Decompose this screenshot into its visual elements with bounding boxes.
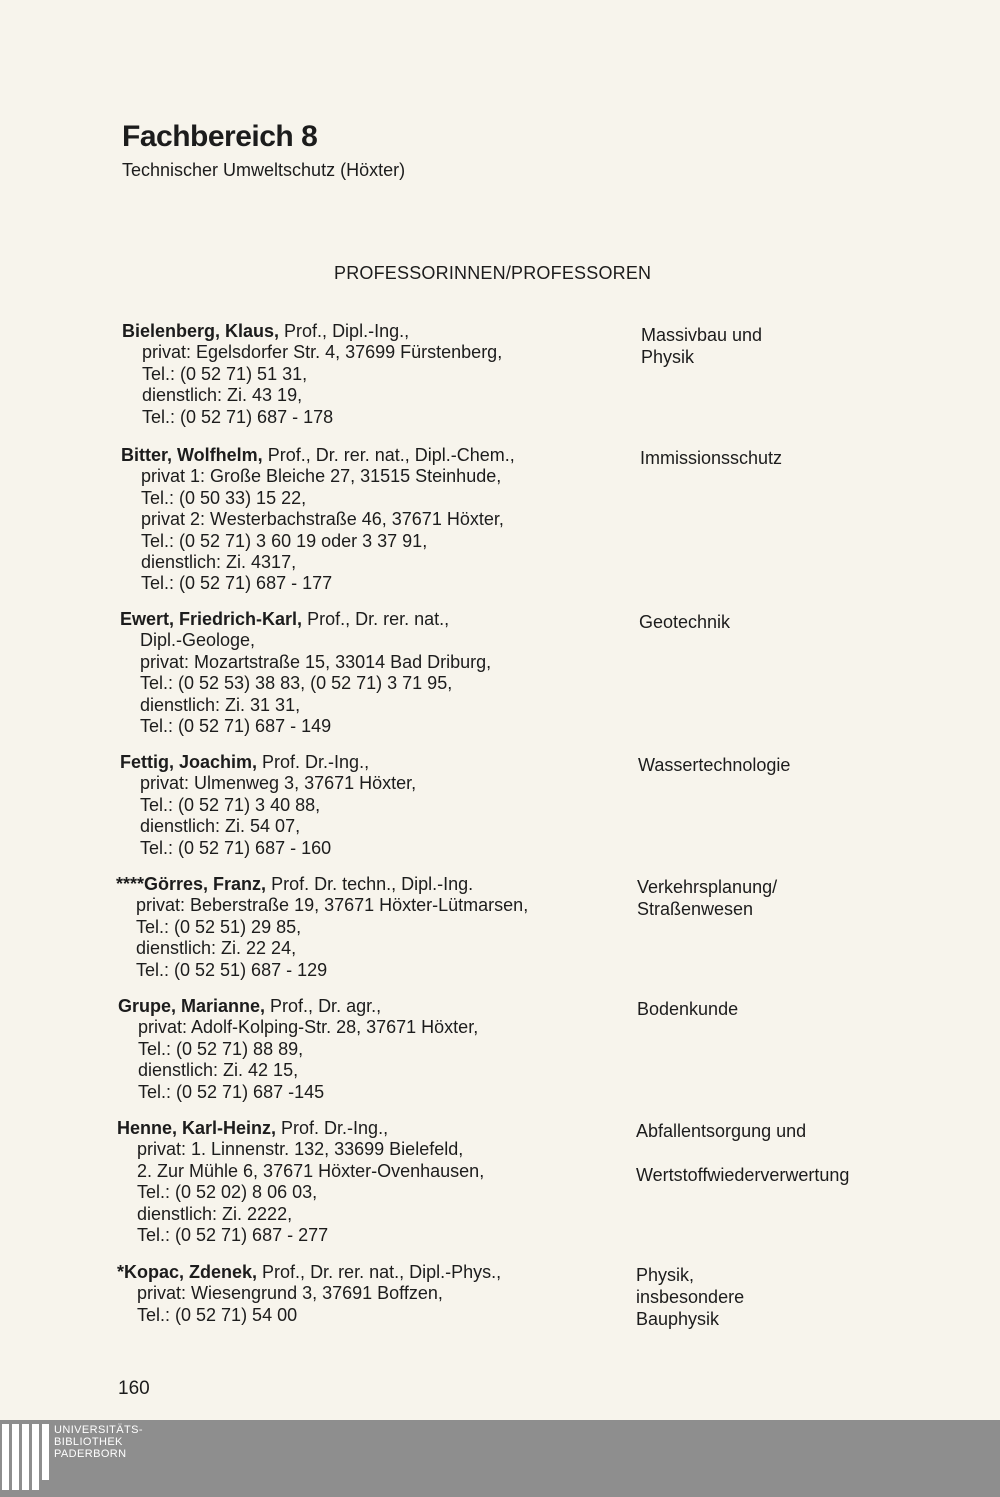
subject-line: Immissionsschutz [640, 448, 783, 468]
section-heading: PROFESSORINNEN/PROFESSOREN [334, 263, 652, 283]
entry-detail-line: Tel.: (0 52 71) 88 89, [138, 1038, 304, 1059]
subject-area [636, 1120, 849, 1186]
entry-detail-line: Tel.: (0 52 71) 687 - 277 [137, 1225, 329, 1246]
entry-detail-line: Tel.: (0 52 71) 3 40 88, [140, 794, 321, 815]
subject-line: Physik, [636, 1265, 695, 1285]
subject-line [636, 1142, 849, 1164]
entry-detail-line: Tel.: (0 52 71) 687 - 160 [140, 837, 332, 858]
entry-name-line [121, 445, 515, 466]
subject-area [636, 1264, 744, 1330]
entry-detail-line: privat 2: Westerbachstraße 46, 37671 Höxter, [141, 509, 504, 530]
professor-name: Henne, Karl-Heinz, [117, 1118, 277, 1138]
entry-details [120, 752, 416, 859]
entry-detail-line: Tel.: (0 52 51) 687 - 129 [136, 959, 328, 980]
subject-line: Physik [641, 347, 695, 367]
page-subtitle: Technischer Umweltschutz (Höxter) [122, 160, 406, 180]
entry-detail-line: dienstlich: Zi. 54 07, [140, 816, 301, 837]
entry-name-line [122, 321, 502, 342]
page-number: 160 [118, 1378, 150, 1399]
entry-detail-line: dienstlich: Zi. 42 15, [138, 1060, 299, 1081]
library-logo-text [54, 1424, 143, 1460]
subject-line: Abfallentsorgung und [636, 1121, 807, 1141]
entry-details [116, 874, 528, 981]
subject-line: Straßenwesen [637, 899, 754, 919]
subject-line: Verkehrsplanung/ [637, 877, 778, 897]
subject-line: Wassertechnologie [638, 755, 791, 775]
entry-detail-line: Tel.: (0 52 71) 687 - 149 [140, 716, 332, 737]
subject-area [641, 324, 762, 368]
subject-line: Bodenkunde [637, 999, 739, 1019]
entry-detail-line: privat: Beberstraße 19, 37671 Höxter-Lütmarsen, [136, 895, 529, 916]
entry-details [121, 445, 515, 595]
professor-title: Prof., Dr. rer. nat., [302, 609, 450, 629]
subject-area [637, 876, 777, 920]
subject-area [637, 998, 738, 1020]
entry-name-line [117, 1118, 484, 1139]
subject-area [638, 754, 790, 776]
entry-name-line [120, 609, 491, 630]
entry-details [122, 321, 502, 428]
entry-detail-line: privat 1: Große Bleiche 27, 31515 Steinhude, [141, 466, 502, 487]
professor-name: ****Görres, Franz, [116, 874, 267, 894]
entry-detail-line: dienstlich: Zi. 22 24, [136, 938, 297, 959]
professor-title: Prof., Dr. agr., [265, 996, 382, 1016]
professor-title: Prof., Dr. rer. nat., Dipl.-Chem., [262, 445, 515, 465]
entry-detail-line: Tel.: (0 52 71) 687 -145 [138, 1081, 325, 1102]
professor-name: Fettig, Joachim, [120, 752, 258, 772]
page-title: Fachbereich 8 [122, 120, 318, 153]
entry-details [117, 1118, 484, 1246]
subject-area [640, 447, 782, 469]
entry-details [117, 1262, 501, 1326]
professor-title: Prof. Dr.-Ing., [257, 752, 370, 772]
entry-detail-line: Tel.: (0 52 53) 38 83, (0 52 71) 3 71 95, [140, 673, 453, 694]
entry-detail-line: dienstlich: Zi. 2222, [137, 1203, 293, 1224]
entry-detail-line: Tel.: (0 52 02) 8 06 03, [137, 1182, 318, 1203]
entry-detail-line: Tel.: (0 52 71) 51 31, [142, 363, 308, 384]
entry-name-line [116, 874, 528, 895]
logo-line: PADERBORN [54, 1448, 127, 1460]
entry-details [118, 996, 478, 1103]
professor-title: Prof. Dr. techn., Dipl.-Ing. [266, 874, 474, 894]
entry-detail-line: Tel.: (0 52 71) 3 60 19 oder 3 37 91, [141, 530, 428, 551]
entry-detail-line: privat: Adolf-Kolping-Str. 28, 37671 Höxter, [138, 1017, 479, 1038]
professor-name: Bielenberg, Klaus, [122, 321, 280, 341]
entry-detail-line: privat: 1. Linnenstr. 132, 33699 Bielefeld, [137, 1139, 464, 1160]
subject-line: insbesondere [636, 1287, 745, 1307]
professor-name: *Kopac, Zdenek, [117, 1262, 258, 1282]
professor-title: Prof., Dr. rer. nat., Dipl.-Phys., [257, 1262, 502, 1282]
professor-title: Prof. Dr.-Ing., [276, 1118, 389, 1138]
entry-detail-line: privat: Egelsdorfer Str. 4, 37699 Fürstenberg, [142, 342, 503, 363]
entry-detail-line: privat: Wiesengrund 3, 37691 Boffzen, [137, 1283, 443, 1304]
subject-line: Geotechnik [639, 612, 731, 632]
entry-detail-line: Tel.: (0 52 71) 687 - 178 [142, 406, 334, 427]
subject-line: Wertstoffwiederverwertung [636, 1165, 850, 1185]
library-footer [0, 1420, 1000, 1497]
professor-name: Grupe, Marianne, [118, 996, 266, 1016]
entry-detail-line: Tel.: (0 52 51) 29 85, [136, 916, 302, 937]
logo-line: UNIVERSITÄTS- [54, 1424, 143, 1436]
entry-detail-line: privat: Ulmenweg 3, 37671 Höxter, [140, 773, 417, 794]
subject-line: Massivbau und [641, 325, 763, 345]
entry-detail-line: Tel.: (0 52 71) 54 00 [137, 1304, 298, 1325]
professor-title: Prof., Dipl.-Ing., [279, 321, 410, 341]
entry-detail-line: Tel.: (0 50 33) 15 22, [141, 487, 307, 508]
entry-detail-line: dienstlich: Zi. 43 19, [142, 385, 303, 406]
professor-name: Ewert, Friedrich-Karl, [120, 609, 303, 629]
entry-name-line [118, 996, 478, 1017]
library-logo-icon [2, 1424, 50, 1490]
entry-detail-line: Dipl.-Geologe, [140, 630, 256, 651]
logo-line: BIBLIOTHEK [54, 1436, 123, 1448]
entry-detail-line: Tel.: (0 52 71) 687 - 177 [141, 573, 333, 594]
subject-line: Bauphysik [636, 1309, 720, 1329]
entry-detail-line: 2. Zur Mühle 6, 37671 Höxter-Ovenhausen, [137, 1160, 485, 1181]
entry-detail-line: dienstlich: Zi. 4317, [141, 552, 297, 573]
entry-name-line [117, 1262, 501, 1283]
entry-name-line [120, 752, 416, 773]
entry-details [120, 609, 491, 737]
entry-detail-line: privat: Mozartstraße 15, 33014 Bad Driburg, [140, 651, 492, 672]
professor-name: Bitter, Wolfhelm, [121, 445, 263, 465]
subject-area [639, 611, 730, 633]
entry-detail-line: dienstlich: Zi. 31 31, [140, 694, 301, 715]
